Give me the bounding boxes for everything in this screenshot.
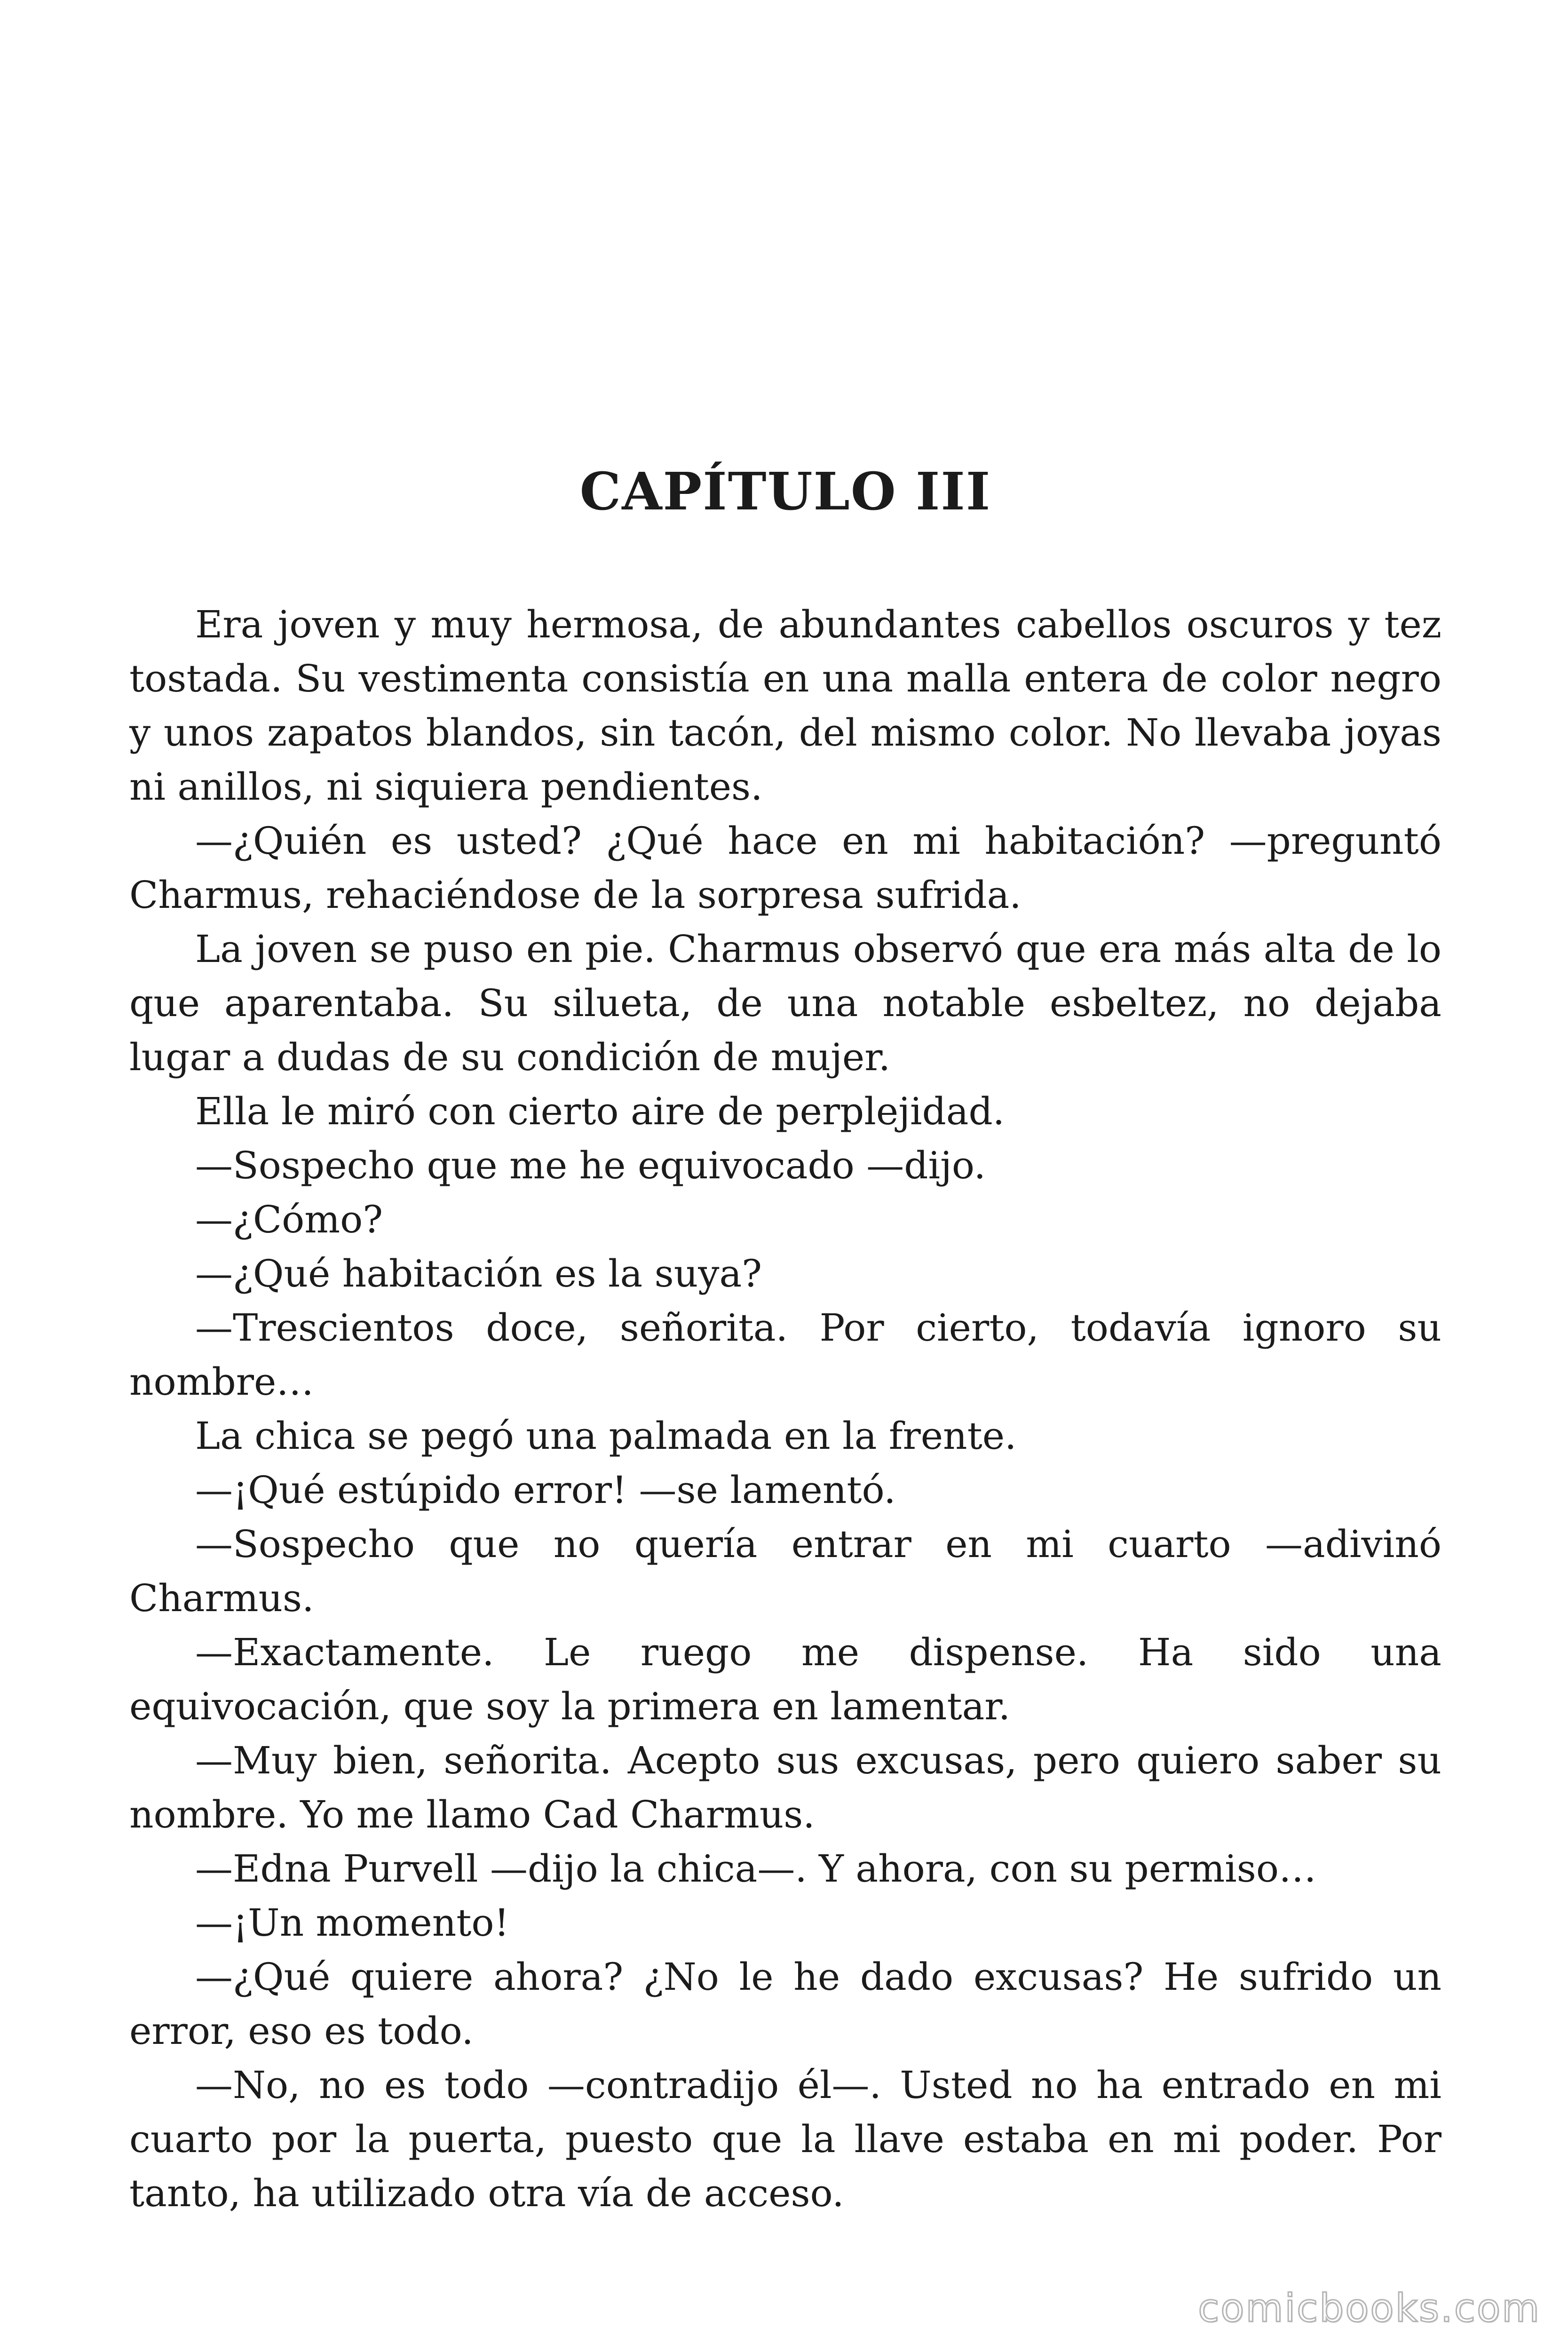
chapter-body [129,597,1441,2220]
paragraph: La joven se puso en pie. Charmus observó que era más alta de lo que aparentaba. Su silueta, de una notable esbeltez, no dejaba lugar a dudas de su condición de mujer. [129,927,1441,1079]
paragraph: —No, no es todo —contradijo él—. Usted no ha entrado en mi cuarto por la puerta, puesto que la llave estaba en mi poder. Por tanto, ha utilizado otra vía de acceso. [129,2063,1441,2215]
paragraph: —¿Quién es usted? ¿Qué hace en mi habitación? —preguntó Charmus, rehaciéndose de la sorpresa sufrida. [129,819,1441,917]
paragraph: —¿Cómo? [195,1198,383,1241]
book-page [129,0,1441,2352]
paragraph: —Edna Purvell —dijo la chica—. Y ahora, con su permiso… [195,1847,1316,1891]
paragraph: —¡Un momento! [195,1901,509,1945]
paragraph: —Muy bien, señorita. Acepto sus excusas, pero quiero saber su nombre. Yo me llamo Cad Charmus. [129,1739,1441,1836]
paragraph: —Sospecho que me he equivocado —dijo. [195,1144,986,1187]
paragraph: —¿Qué habitación es la suya? [195,1252,762,1295]
watermark: comicbooks.com [1198,2286,1541,2331]
paragraph: Era joven y muy hermosa, de abundantes cabellos oscuros y tez tostada. Su vestimenta consistía en una malla entera de color negro y unos zapatos blandos, sin tacón, del mismo color. No llevaba joyas ni anillos, ni siquiera pendientes. [129,603,1441,809]
paragraph: —Trescientos doce, señorita. Por cierto, todavía ignoro su nombre… [129,1306,1441,1404]
paragraph: Ella le miró con cierto aire de perplejidad. [195,1089,1005,1133]
paragraph: —¡Qué estúpido error! —se lamentó. [195,1468,896,1512]
paragraph: —¿Qué quiere ahora? ¿No le he dado excusas? He sufrido un error, eso es todo. [129,1955,1441,2053]
paragraph: —Exactamente. Le ruego me dispense. Ha sido una equivocación, que soy la primera en lamentar. [129,1630,1441,1728]
chapter-title: CAPÍTULO III [579,461,991,522]
paragraph: La chica se pegó una palmada en la frente. [195,1414,1017,1458]
paragraph: —Sospecho que no quería entrar en mi cuarto —adivinó Charmus. [129,1522,1441,1620]
